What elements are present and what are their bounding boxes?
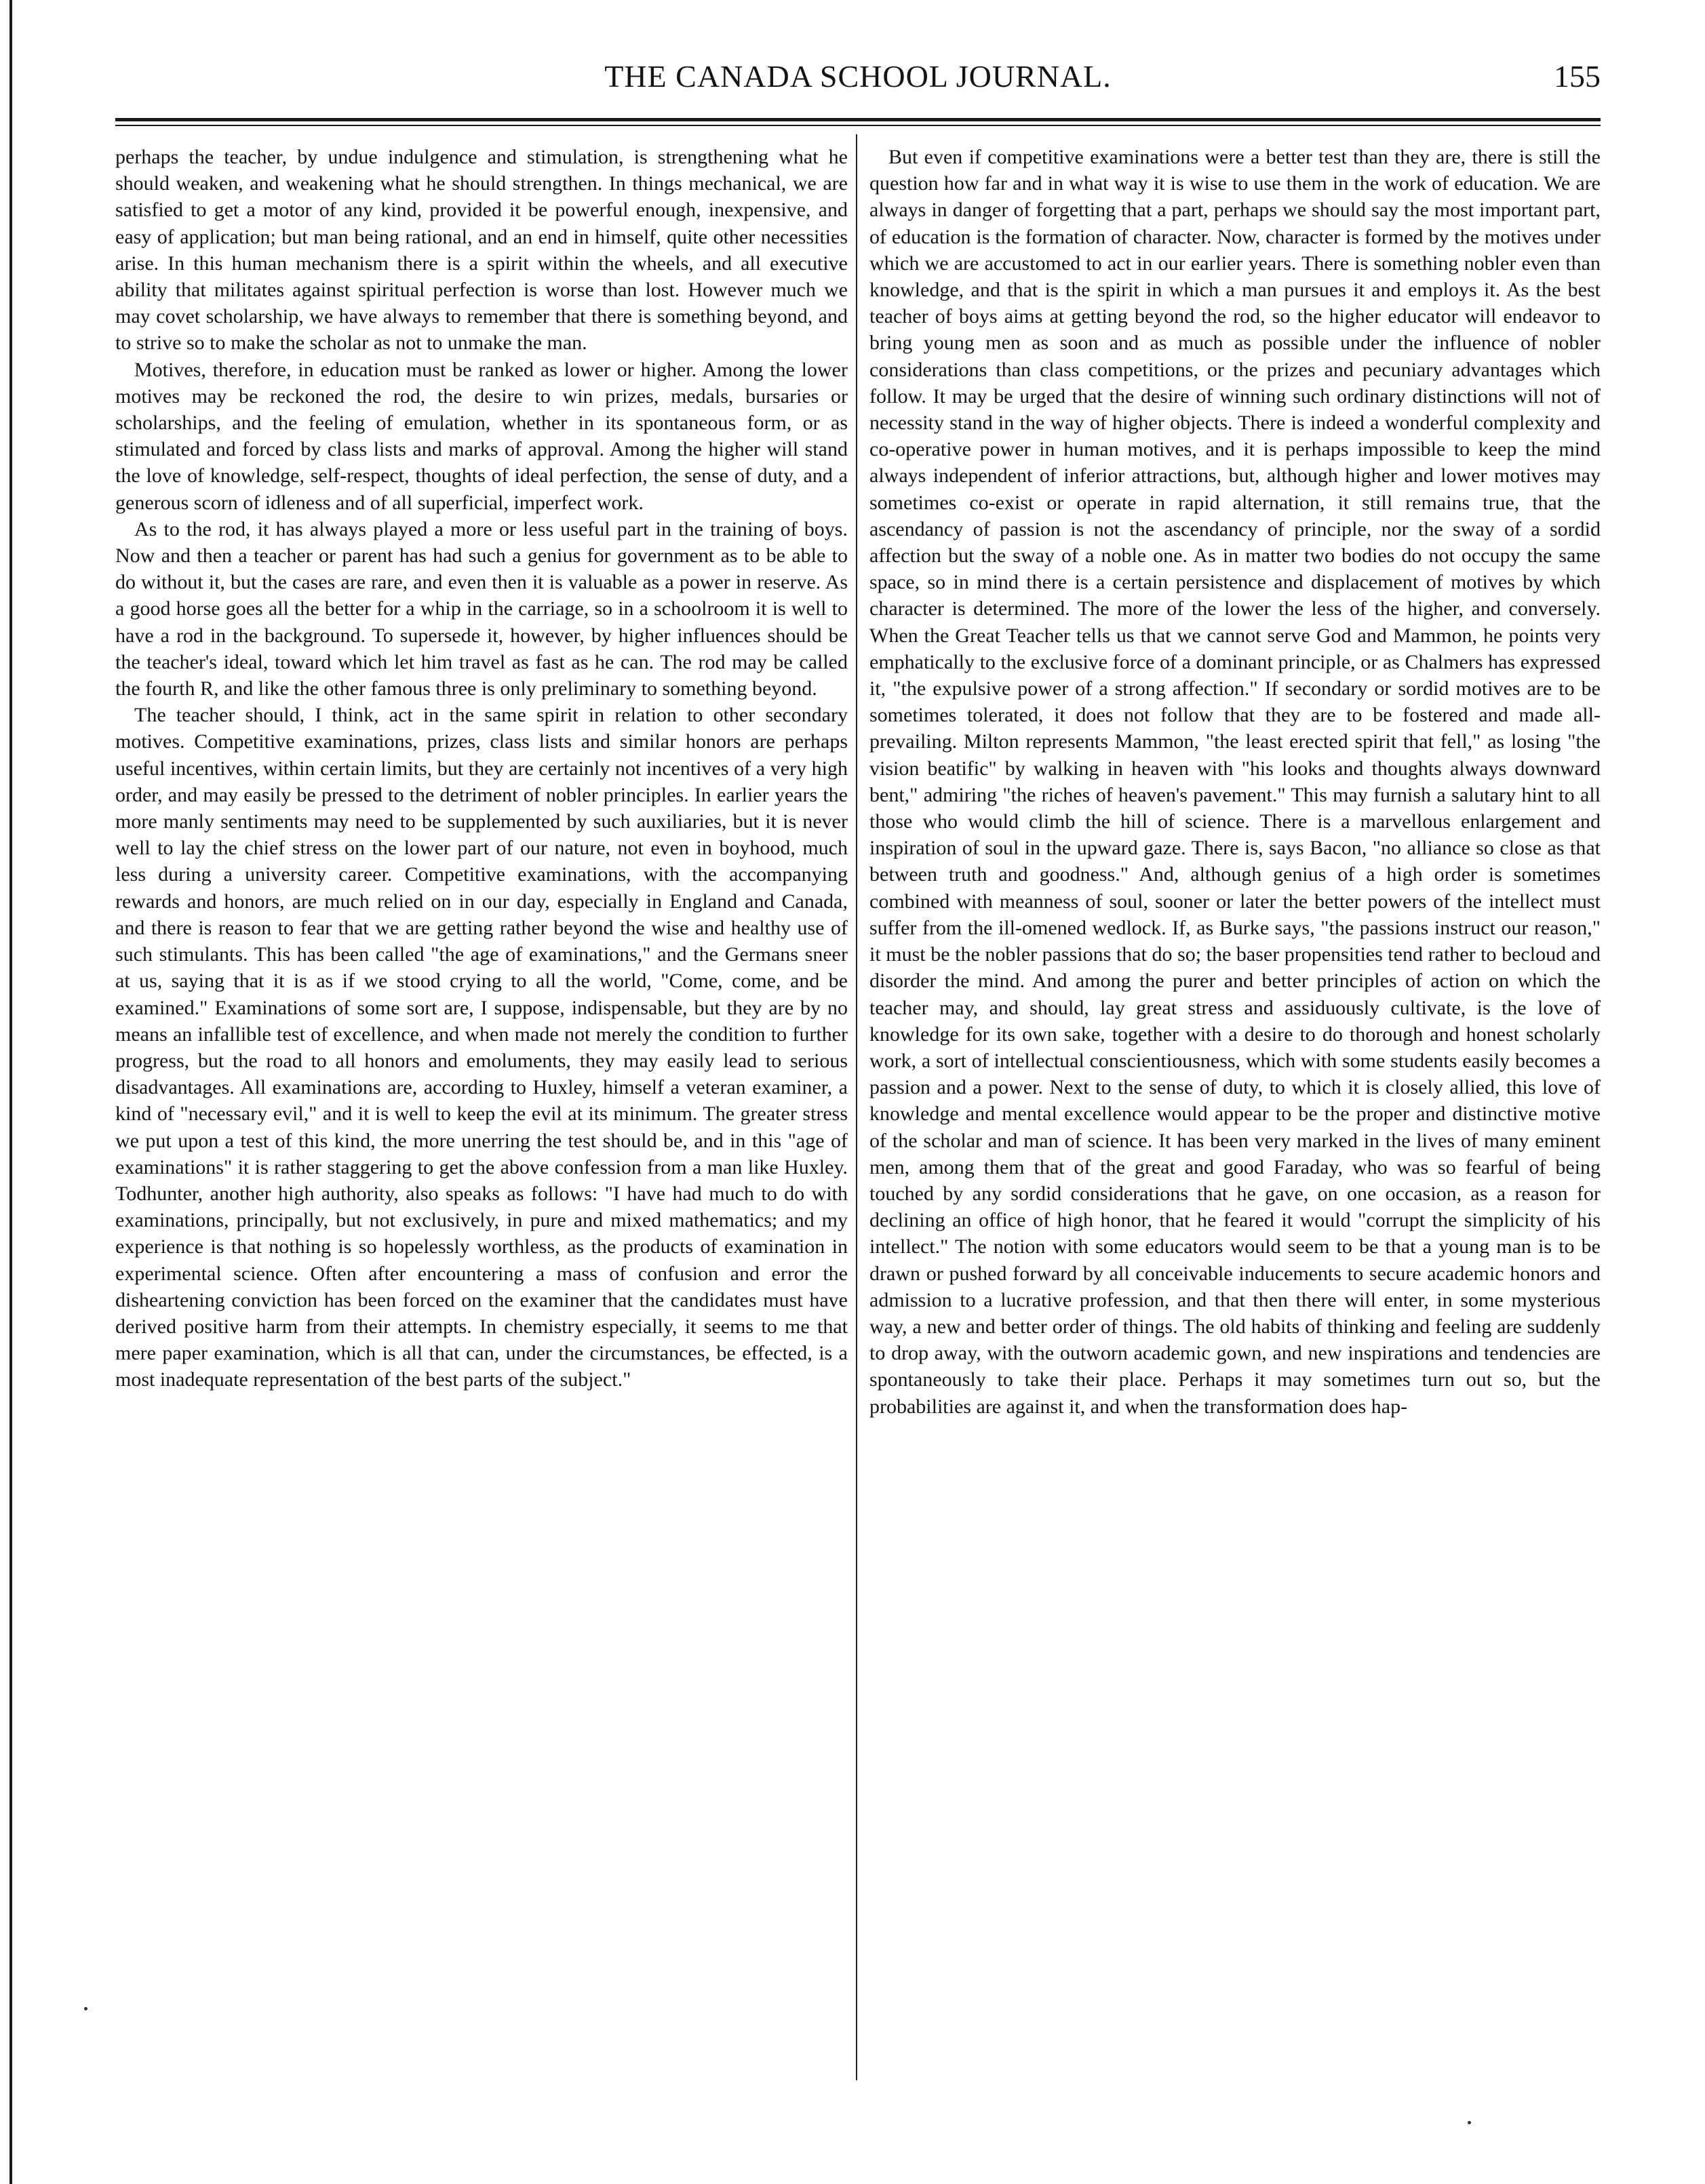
header-rule-thick: [115, 118, 1601, 121]
journal-title: THE CANADA SCHOOL JOURNAL.: [604, 59, 1112, 94]
page-edge-rule: [9, 0, 12, 2184]
paragraph: But even if competitive examinations were a better test than they are, there is still the question how far and in what way it is wise to use them in the work of education. We are always in danger of forgetting that a part, perhaps we should say the most important part, of education is the formation of character. Now, character is formed by the motives under which we are accustomed to act in our earlier years. There is something nobler even than knowledge, and that is the spirit in which a man pursues it and employs it. As the best teacher of boys aims at getting beyond the rod, so the higher educator will endeavor to bring young men as soon and as much as possible under the influence of nobler considerations than class competitions, or the prizes and pecuniary advantages which follow. It may be urged that the desire of winning such ordinary distinctions will not of necessity stand in the way of higher objects. There is indeed a wonderful complexity and co-operative power in human motives, and it is perhaps impossible to keep the mind always independent of inferior attractions, but, although higher and lower motives may sometimes co-exist or operate in rapid alternation, it still remains true, that the ascendancy of passion is not the ascendancy of principle, nor the sway of a sordid affection but the sway of a noble one. As in matter two bodies do not occupy the same space, so in mind there is a certain persistence and displacement of motives by which character is determined. The more of the lower the less of the higher, and conversely. When the Great Teacher tells us that we cannot serve God and Mammon, he points very emphatically to the exclusive force of a dominant principle, or as Chalmers has expressed it, "the expulsive power of a strong affection." If secondary or sordid motives are to be sometimes tolerated, it does not follow that they are to be fostered and made all-prevailing. Milton represents Mammon, "the least erected spirit that fell," as losing "the vision beatific" by walking in heaven with "his looks and thoughts always downward bent," admiring "the riches of heaven's pavement." This may furnish a salutary hint to all those who would climb the hill of science. There is a marvellous enlargement and inspiration of soul in the upward gaze. There is, says Bacon, "no alliance so close as that between truth and goodness." And, although genius of a high order is sometimes combined with meanness of soul, sooner or later the better powers of the intellect must suffer from the ill-omened wedlock. If, as Burke says, "the passions instruct our reason," it must be the nobler passions that do so; the baser propensities tend rather to becloud and disorder the mind. And among the purer and better principles of action on which the teacher may, and should, lay great stress and assiduously cultivate, is the love of knowledge for its own sake, together with a desire to do thorough and honest scholarly work, a sort of intellectual conscientiousness, which with some students easily becomes a passion and a power. Next to the sense of duty, to which it is closely allied, this love of knowledge and mental excellence would appear to be the proper and distinctive motive of the scholar and man of science. It has been very marked in the lives of many eminent men, among them that of the great and good Faraday, who was so fearful of being touched by any sordid considerations that he gave, on one occasion, as a reason for declining an office of high honor, that he feared it would "corrupt the simplicity of his intellect." The notion with some educators would seem to be that a young man is to be drawn or pushed forward by all conceivable inducements to secure academic honors and admission to a lucrative profession, and that then there will enter, in some mysterious way, a new and better order of things. The old habits of thinking and feeling are suddenly to drop away, with the outworn academic gown, and new inspirations and tendencies are spontaneously to take their place. Perhaps it may sometimes turn out so, but the probabilities are against it, and when the transformation does hap-: [869, 146, 1601, 1418]
column-divider: [856, 134, 857, 2080]
left-column: [115, 144, 848, 1393]
paragraph: As to the rod, it has always played a more or less useful part in the training of boys. Now and then a teacher or parent has had such a genius for government as to be able to do without it, but the cases are rare, and even then it is valuable as a power in reserve. As a good horse goes all the better for a whip in the carriage, so in a schoolroom it is well to have a rod in the background. To supersede it, however, by higher influences should be the teacher's ideal, toward which let him travel as fast as he can. The rod may be called the fourth R, and like the other famous three is only preliminary to something beyond.: [115, 517, 848, 700]
header-rule-thin: [115, 125, 1601, 126]
print-speck: [84, 2007, 87, 2010]
paragraph: perhaps the teacher, by undue indulgence and stimulation, is strengthening what he should weaken, and weakening what he should strengthen. In things mechanical, we are satisfied to get a motor of any kind, provided it be powerful enough, inexpensive, and easy of application; but man being rational, and an end in himself, quite other necessities arise. In this human mechanism there is a spirit within the wheels, and all executive ability that militates against spiritual perfection is worse than lost. However much we may covet scholarship, we have always to remember that there is something beyond, and to strive so to make the scholar as not to unmake the man.: [115, 146, 848, 355]
page-header: [115, 58, 1601, 106]
print-speck: [1468, 2121, 1471, 2124]
page-number: 155: [1554, 59, 1601, 94]
paragraph: Motives, therefore, in education must be ranked as lower or higher. Among the lower motives may be reckoned the rod, the desire to win prizes, medals, bursaries or scholarships, and the feeling of emulation, whether in its spontaneous form, or as stimulated and forced by class lists and marks of approval. Among the higher will stand the love of knowledge, self-respect, thoughts of ideal perfection, the sense of duty, and a generous scorn of idleness and of all superficial, imperfect work.: [115, 358, 848, 514]
right-column: [869, 144, 1601, 1420]
paragraph: The teacher should, I think, act in the same spirit in relation to other secondary motives. Competitive examinations, prizes, class lists and similar honors are perhaps useful incentives, within certain limits, but they are certainly not incentives of a very high order, and may easily be pressed to the detriment of nobler principles. In earlier years the more manly sentiments may need to be supplemented by such auxiliaries, but it is never well to lay the chief stress on the lower part of our nature, not even in boyhood, much less during a university career. Competitive examinations, with the accompanying rewards and honors, are much relied on in our day, especially in England and Canada, and there is reason to fear that we are getting rather beyond the wise and healthy use of such stimulants. This has been called "the age of examinations," and the Germans sneer at us, saying that it is as if we stood crying to all the world, "Come, come, and be examined." Examinations of some sort are, I suppose, indispensable, but they are by no means an infallible test of excellence, and when made not merely the condition to further progress, but the road to all honors and emoluments, they may easily lead to serious disadvantages. All examinations are, according to Huxley, himself a veteran examiner, a kind of "necessary evil," and it is well to keep the evil at its minimum. The greater stress we put upon a test of this kind, the more unerring the test should be, and in this "age of examinations" it is rather staggering to get the above confession from a man like Huxley. Todhunter, another high authority, also speaks as follows: "I have had much to do with examinations, principally, but not exclusively, in pure and mixed mathematics; and my experience is that nothing is so hopelessly worthless, as the products of examination in experimental science. Often after encountering a mass of confusion and error the disheartening conviction has been forced on the examiner that the candidates must have derived positive harm from their attempts. In chemistry especially, it seems to me that mere paper examination, which is all that can, under the circumstances, be effected, is a most inadequate representation of the best parts of the subject.": [115, 704, 848, 1391]
